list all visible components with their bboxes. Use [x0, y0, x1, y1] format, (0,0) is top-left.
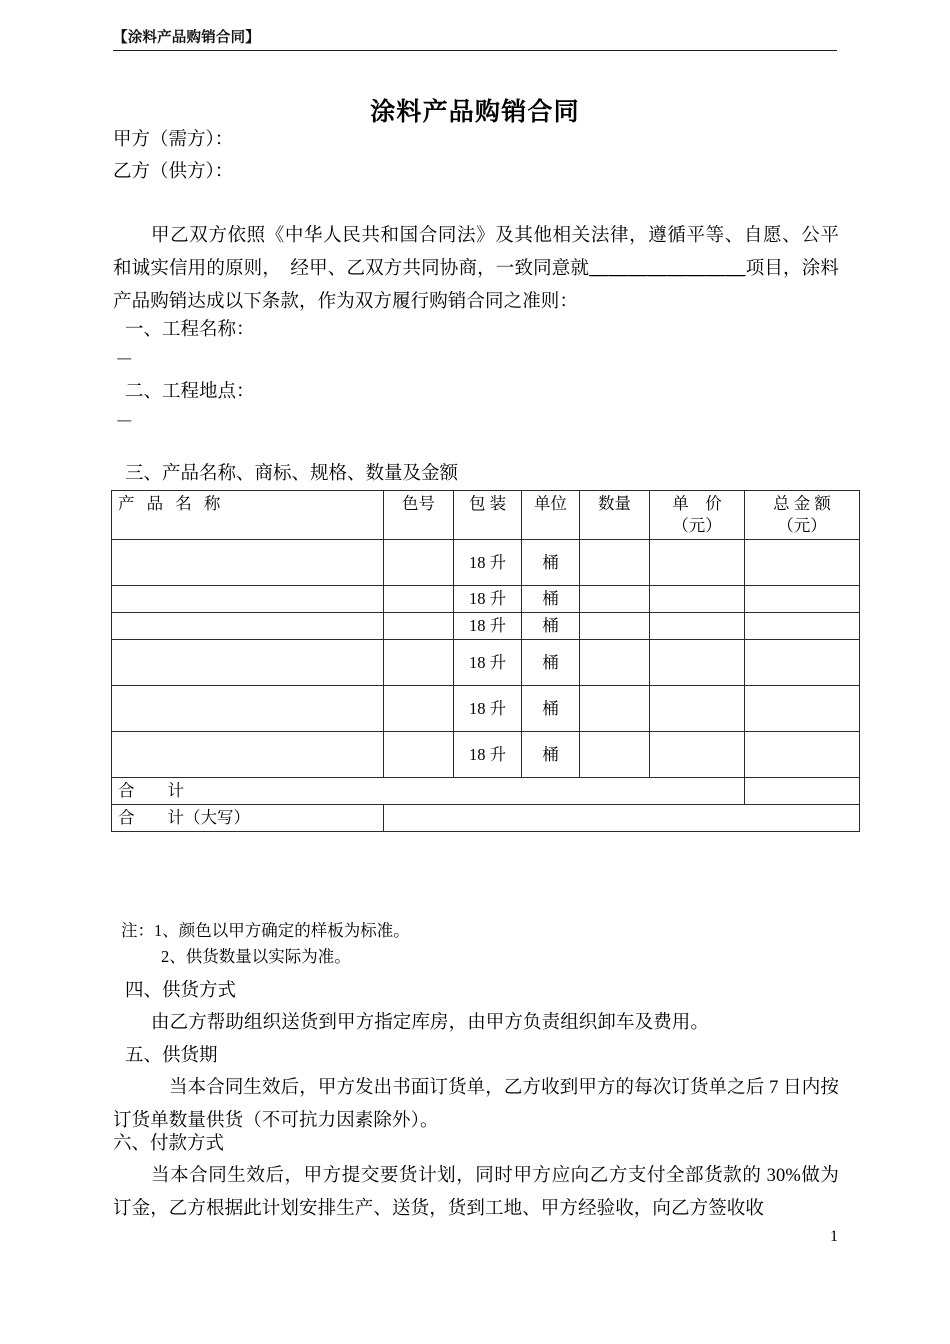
cell-package[interactable]: 18 升 [454, 540, 522, 586]
cell-color-code[interactable] [384, 586, 454, 613]
cell-quantity[interactable] [580, 686, 650, 732]
table-notes-block [113, 918, 839, 970]
product-table-wrapper [111, 490, 859, 832]
parties-block [113, 124, 839, 188]
table-row[interactable] [112, 732, 860, 778]
section-2-title: 二、工程地点： [125, 382, 255, 402]
cell-product-name[interactable] [112, 640, 384, 686]
intro-text-part2: 项目，涂料产品购销达成以下条款，作为双方履行购销合同之准则： [113, 259, 839, 312]
total-words-value[interactable] [384, 805, 860, 832]
cell-color-code[interactable] [384, 640, 454, 686]
cell-quantity[interactable] [580, 586, 650, 613]
cell-quantity[interactable] [580, 613, 650, 640]
header-unit-price-line2: （元） [672, 516, 722, 535]
table-row[interactable] [112, 540, 860, 586]
table-row[interactable] [112, 586, 860, 613]
cell-unit[interactable]: 桶 [522, 613, 580, 640]
table-row[interactable] [112, 640, 860, 686]
cell-unit-price[interactable] [650, 686, 745, 732]
section-4-title: 四、供货方式 [125, 981, 237, 1001]
cell-quantity[interactable] [580, 732, 650, 778]
note-item-1: 注：1、颜色以甲方确定的样板为标准。 [121, 921, 410, 940]
cell-product-name[interactable] [112, 540, 384, 586]
section-6-body: 当本合同生效后，甲方提交要货计划，同时甲方应向乙方支付全部货款的 30%做为订金，乙方根据此计划安排生产、送货，货到工地、甲方经验收，向乙方签收收 [113, 1166, 839, 1219]
cell-unit-price[interactable] [650, 613, 745, 640]
cell-total-amount[interactable] [745, 732, 860, 778]
header-divider [113, 50, 837, 51]
cell-package[interactable]: 18 升 [454, 613, 522, 640]
page-number: 1 [830, 1228, 838, 1245]
cell-unit-price[interactable] [650, 586, 745, 613]
section-2-fill[interactable]: － [115, 413, 134, 433]
cell-unit-price[interactable] [650, 540, 745, 586]
section-6-title: 六、付款方式 [113, 1134, 225, 1154]
total-words-label: 合 计（大写） [112, 805, 384, 832]
section-1-2-block [113, 314, 839, 438]
header-color-code: 色号 [384, 491, 454, 540]
intro-paragraph [113, 220, 839, 319]
document-running-header [113, 28, 837, 59]
cell-color-code[interactable] [384, 686, 454, 732]
table-total-row[interactable] [112, 778, 860, 805]
header-quantity: 数量 [580, 491, 650, 540]
cell-total-amount[interactable] [745, 540, 860, 586]
buyer-party-label: 甲方（需方）： [113, 130, 234, 150]
cell-product-name[interactable] [112, 686, 384, 732]
page-title: 涂料产品购销合同 [370, 98, 580, 126]
header-total-amount [745, 491, 860, 540]
section-3-title: 三、产品名称、商标、规格、数量及金额 [125, 464, 459, 484]
project-name-blank[interactable]: ＿＿＿＿＿＿＿＿ [589, 259, 746, 279]
cell-unit[interactable]: 桶 [522, 640, 580, 686]
cell-package[interactable]: 18 升 [454, 640, 522, 686]
cell-total-amount[interactable] [745, 640, 860, 686]
section-5-block [113, 1040, 839, 1138]
intro-text-part1: 甲乙双方依照《中华人民共和国合同法》及其他相关法律，遵循平等、自愿、公平和诚实信用的原则， 经甲、乙双方共同协商，一致同意就 [113, 226, 839, 279]
header-unit: 单位 [522, 491, 580, 540]
section-1-title: 一、工程名称： [125, 320, 255, 340]
total-value[interactable] [745, 778, 860, 805]
cell-package[interactable]: 18 升 [454, 586, 522, 613]
cell-color-code[interactable] [384, 732, 454, 778]
header-total-amount-line2: （元） [777, 516, 827, 535]
cell-unit-price[interactable] [650, 732, 745, 778]
seller-party-label: 乙方（供方）： [113, 162, 234, 182]
note-item-2: 2、供货数量以实际为准。 [161, 947, 351, 966]
cell-total-amount[interactable] [745, 686, 860, 732]
section-6-block [113, 1128, 839, 1226]
cell-product-name[interactable] [112, 613, 384, 640]
running-header-text: 【涂料产品购销合同】 [113, 30, 260, 46]
section-5-body: 当本合同生效后，甲方发出书面订货单，乙方收到甲方的每次订货单之后 7 日内按订货单数量供货（不可抗力因素除外）。 [113, 1078, 839, 1131]
table-row[interactable] [112, 686, 860, 732]
header-product-name: 产 品 名 称 [112, 491, 384, 540]
cell-total-amount[interactable] [745, 586, 860, 613]
cell-product-name[interactable] [112, 732, 384, 778]
header-unit-price-line1: 单 价 [672, 494, 722, 513]
table-total-words-row[interactable] [112, 805, 860, 832]
cell-color-code[interactable] [384, 613, 454, 640]
cell-product-name[interactable] [112, 586, 384, 613]
cell-package[interactable]: 18 升 [454, 732, 522, 778]
section-4-body: 由乙方帮助组织送货到甲方指定库房，由甲方负责组织卸车及费用。 [151, 1013, 710, 1033]
cell-unit[interactable]: 桶 [522, 686, 580, 732]
cell-quantity[interactable] [580, 540, 650, 586]
cell-package[interactable]: 18 升 [454, 686, 522, 732]
table-row[interactable] [112, 613, 860, 640]
cell-unit[interactable]: 桶 [522, 732, 580, 778]
section-3-block [113, 458, 839, 490]
total-label: 合 计 [112, 778, 745, 805]
header-unit-price [650, 491, 745, 540]
cell-unit[interactable]: 桶 [522, 540, 580, 586]
product-table [111, 490, 860, 832]
cell-color-code[interactable] [384, 540, 454, 586]
section-5-title: 五、供货期 [125, 1046, 218, 1066]
intro-paragraph-block [113, 220, 839, 319]
cell-unit-price[interactable] [650, 640, 745, 686]
section-4-block [113, 975, 839, 1040]
cell-unit[interactable]: 桶 [522, 586, 580, 613]
cell-quantity[interactable] [580, 640, 650, 686]
table-header-row [112, 491, 860, 540]
section-1-fill[interactable]: － [115, 351, 134, 371]
cell-total-amount[interactable] [745, 613, 860, 640]
header-total-amount-line1: 总 金 额 [773, 494, 831, 513]
header-package: 包 装 [454, 491, 522, 540]
